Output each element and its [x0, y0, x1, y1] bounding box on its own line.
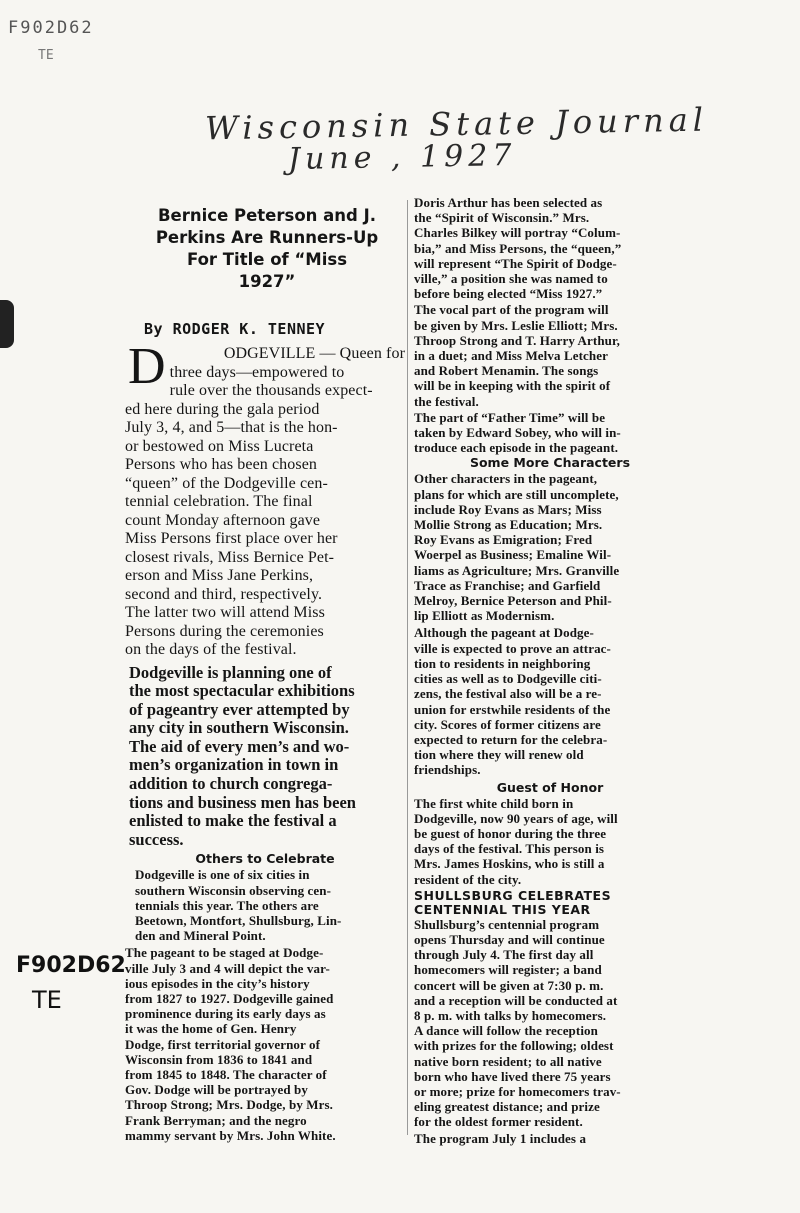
text-line: July 3, 4, and 5—that is the hon- — [125, 419, 338, 436]
text-line: Wisconsin from 1836 to 1841 and — [125, 1051, 313, 1067]
text-line: Persons who has been chosen — [125, 456, 317, 473]
text-line: The first white child born in — [414, 795, 574, 811]
text-line: and a reception will be conducted at — [414, 992, 618, 1008]
text-line: plans for which are still uncomplete, — [414, 486, 619, 502]
text-line: be given by Mrs. Leslie Elliott; Mrs. — [414, 317, 618, 333]
margin-code: F902D62 — [16, 953, 126, 978]
text-line: ious episodes in the city’s history — [125, 975, 310, 991]
lead-paragraph — [125, 338, 405, 660]
text-line: The latter two will attend Miss — [125, 604, 325, 621]
text-line: taken by Edward Sobey, who will in- — [414, 425, 621, 441]
text-line: Mrs. James Hoskins, who is still a — [414, 856, 605, 872]
text-line: second and third, respectively. — [125, 585, 323, 603]
text-line: Dodgeville is one of six cities in — [135, 867, 310, 883]
text-line: on the days of the festival. — [125, 641, 297, 658]
text-line: tennial celebration. The final — [125, 493, 313, 510]
text-line: in a duet; and Miss Melva Letcher — [414, 348, 608, 364]
drop-cap: D — [128, 338, 166, 395]
text-line: of pageantry ever attempted by — [129, 699, 350, 719]
subhead-line: SHULLSBURG CELEBRATES — [414, 887, 612, 903]
text-line: Mollie Strong as Education; Mrs. — [414, 517, 603, 533]
text-line: Persons during the ceremonies — [125, 622, 324, 640]
text-line: include Roy Evans as Mars; Miss — [414, 501, 602, 517]
text-line: tennials this year. The others are — [135, 897, 319, 913]
text-line: expected to return for the celebra- — [414, 731, 608, 747]
text-line: for the oldest former resident. — [414, 1114, 583, 1130]
text-line: tion where they will renew old — [414, 747, 584, 763]
clipping-id-sub: TE — [38, 48, 54, 63]
text-line: addition to church congrega- — [129, 774, 333, 794]
lead-lines — [125, 364, 405, 660]
text-line: The program July 1 includes a — [414, 1130, 587, 1146]
r-paragraph-1 — [414, 195, 686, 301]
text-line: liams as Agriculture; Mrs. Granville — [414, 562, 620, 578]
text-line: ville is expected to prove an attrac- — [414, 640, 611, 656]
text-line: Gov. Dodge will be portrayed by — [125, 1082, 308, 1098]
text-line: or more; prize for homecomers trav- — [414, 1083, 621, 1099]
subhead-line: CENTENNIAL THIS YEAR — [414, 901, 591, 917]
text-line: be guest of honor during the three — [414, 825, 607, 841]
text-line: Woerpel as Business; Emaline Wil- — [414, 547, 612, 563]
r-paragraph-2 — [414, 302, 686, 408]
text-line: Charles Bilkey will portray “Colum- — [414, 225, 621, 241]
r-paragraph-3 — [414, 410, 686, 456]
text-line: A dance will follow the reception — [414, 1023, 598, 1039]
text-line: the festival. — [414, 393, 479, 409]
text-line: enlisted to make the festival a — [129, 811, 337, 831]
text-line: prominence during its early days as — [125, 1006, 326, 1022]
handwritten-source: Wisconsin State Journal — [204, 100, 709, 148]
text-line: concert will be given at 7:30 p. m. — [414, 977, 604, 993]
text-line: Throop Strong and T. Harry Arthur, — [414, 332, 621, 348]
text-line: ville July 3 and 4 will depict the var- — [125, 960, 330, 976]
text-line: before being elected “Miss 1927.” — [414, 286, 603, 302]
headline-line: For Title of “Miss — [186, 250, 348, 269]
headline-line: Perkins Are Runners-Up — [155, 228, 379, 247]
text-line: ODGEVILLE — Queen for — [223, 345, 405, 362]
text-line: “queen” of the Dodgeville cen- — [125, 474, 328, 492]
text-line: Dodgeville, now 90 years of age, will — [414, 810, 618, 826]
text-line: cities as well as to Dodgeville citi- — [414, 671, 602, 687]
text-line: resident of the city. — [414, 871, 522, 887]
text-line: Throop Strong; Mrs. Dodge, by Mrs. — [125, 1097, 334, 1113]
ink-blot — [0, 300, 14, 348]
text-line: Frank Berryman; and the negro — [125, 1112, 307, 1128]
text-line: three days—empowered to — [169, 363, 345, 381]
text-line: or bestowed on Miss Lucreta — [125, 437, 314, 455]
text-line: Although the pageant at Dodge- — [414, 625, 594, 641]
text-line: mammy servant by Mrs. John White. — [125, 1127, 336, 1143]
text-line: homecomers will register; a band — [414, 962, 602, 978]
paragraph-3 — [125, 867, 405, 943]
paragraph-4 — [125, 945, 405, 1143]
text-line: Other characters in the pageant, — [414, 471, 598, 487]
text-line: den and Mineral Point. — [135, 928, 266, 944]
text-line: Melroy, Bernice Peterson and Phil- — [414, 593, 612, 609]
text-line: native born resident; to all native — [414, 1053, 602, 1069]
text-line: union for erstwhile residents of the — [414, 701, 611, 717]
subhead-shullsburg — [414, 889, 686, 917]
r-paragraph-4 — [414, 471, 686, 623]
text-line: men’s organization in town in — [129, 755, 339, 775]
text-line: any city in southern Wisconsin. — [129, 718, 349, 738]
text-line: Trace as Franchise; and Garfield — [414, 577, 601, 593]
headline-line: Bernice Peterson and J. — [157, 206, 376, 225]
column-rule — [407, 200, 408, 1135]
text-line: Beetown, Montfort, Shullsburg, Lin- — [135, 913, 342, 929]
byline: By RODGER K. TENNEY — [144, 320, 326, 338]
text-line: city. Scores of former citizens are — [414, 716, 601, 732]
text-line: friendships. — [414, 762, 481, 778]
text-line: ed here during the gala period — [125, 400, 320, 418]
clipping-id-stamp: F902D62 — [8, 18, 94, 38]
r-paragraph-6 — [414, 796, 686, 887]
text-line: zens, the festival also will be a re- — [414, 686, 602, 702]
text-line: Doris Arthur has been selected as — [414, 195, 603, 210]
headline — [125, 205, 405, 293]
text-line: the “Spirit of Wisconsin.” Mrs. — [414, 210, 590, 226]
text-line: tions and business men has been — [129, 792, 356, 812]
headline-line: 1927” — [238, 272, 296, 291]
text-line: The pageant to be staged at Dodge- — [125, 945, 324, 961]
text-line: The vocal part of the program will — [414, 302, 609, 318]
text-line: will be in keeping with the spirit of — [414, 378, 611, 394]
text-line: from 1827 to 1927. Dodgeville gained — [125, 991, 334, 1007]
text-line: Dodgeville is planning one of — [129, 662, 332, 682]
subhead-guest-of-honor: Guest of Honor — [496, 779, 604, 795]
text-line: from 1845 to 1848. The character of — [125, 1067, 327, 1083]
text-line: troduce each episode in the pageant. — [414, 440, 619, 456]
text-line: bia,” and Miss Persons, the “queen,” — [414, 240, 622, 256]
left-column — [125, 205, 405, 1143]
subhead-others-to-celebrate: Others to Celebrate — [195, 851, 335, 867]
text-line: ville,” a position she was named to — [414, 271, 608, 287]
text-line: will represent “The Spirit of Dodge- — [414, 255, 617, 271]
text-line: Miss Persons first place over her — [125, 530, 338, 547]
text-line: through July 4. The first day all — [414, 947, 594, 963]
text-line: born who have lived there 75 years — [414, 1068, 611, 1084]
right-column — [414, 195, 686, 1146]
text-line: The aid of every men’s and wo- — [129, 736, 350, 756]
text-line: closest rivals, Miss Bernice Pet- — [125, 548, 335, 566]
text-line: the most spectacular exhibitions — [129, 681, 355, 701]
paragraph-2 — [125, 664, 405, 850]
text-line: lip Elliott as Modernism. — [414, 608, 555, 624]
r-paragraph-5 — [414, 625, 686, 777]
text-line: success. — [129, 829, 184, 849]
margin-code-sub: TE — [32, 986, 62, 1014]
text-line: Dodge, first territorial governor of — [125, 1036, 321, 1052]
text-line: rule over the thousands expect- — [169, 382, 373, 399]
handwritten-date: June , 1927 — [287, 138, 517, 177]
text-line: days of the festival. This person is — [414, 841, 605, 857]
text-line: Shullsburg’s centennial program — [414, 916, 600, 932]
text-line: Roy Evans as Emigration; Fred — [414, 532, 593, 548]
r-paragraph-7 — [414, 917, 686, 1130]
text-line: it was the home of Gen. Henry — [125, 1021, 297, 1037]
text-line: eling greatest distance; and prize — [414, 1099, 600, 1115]
text-line: tion to residents in neighboring — [414, 655, 591, 671]
text-line: 8 p. m. with talks by homecomers. — [414, 1007, 607, 1023]
text-line: opens Thursday and will continue — [414, 931, 605, 947]
text-line: The part of “Father Time” will be — [414, 409, 606, 425]
text-line: southern Wisconsin observing cen- — [135, 882, 332, 898]
text-line: and Robert Menamin. The songs — [414, 363, 599, 379]
r-paragraph-8 — [414, 1131, 686, 1146]
subhead-some-more-characters: Some More Characters — [469, 455, 631, 471]
text-line: erson and Miss Jane Perkins, — [125, 567, 314, 584]
text-line: with prizes for the following; oldest — [414, 1038, 614, 1054]
text-line: count Monday afternoon gave — [125, 511, 321, 529]
